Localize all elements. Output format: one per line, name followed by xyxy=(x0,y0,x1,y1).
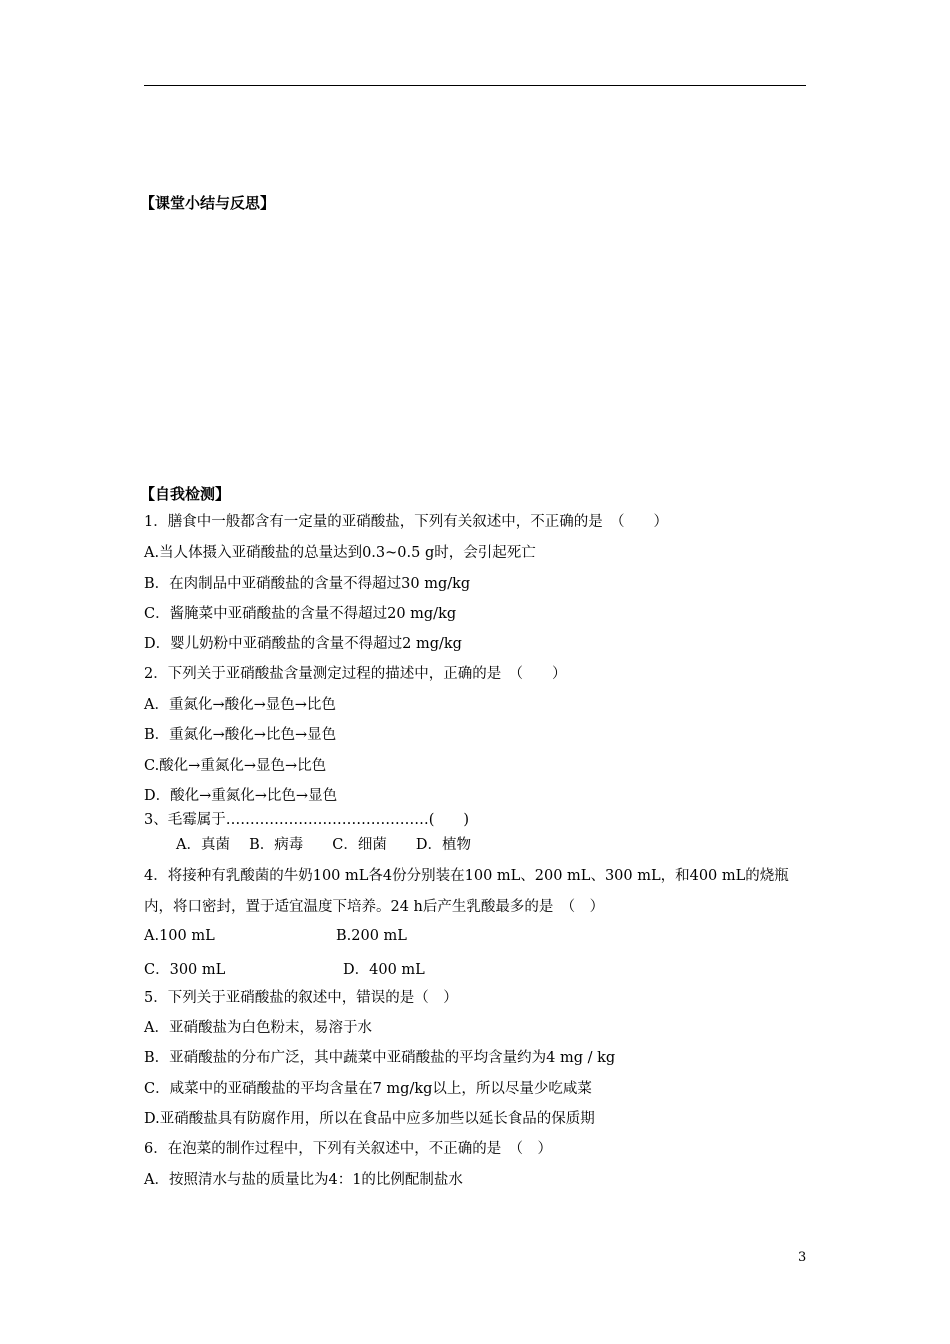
q3-options: A．真菌 B．病毒 C．细菌 D．植物 xyxy=(176,837,471,853)
q2-option-b: B．重氮化→酸化→比色→显色 xyxy=(144,727,337,743)
q5-option-d: D.亚硝酸盐具有防腐作用，所以在食品中应多加些以延长食品的保质期 xyxy=(144,1111,595,1127)
q1-stem: 1．膳食中一般都含有一定量的亚硝酸盐，下列有关叙述中，不正确的是 （ ） xyxy=(144,514,668,530)
q4-stem: 4．将接种有乳酸菌的牛奶100 mL各4份分别装在100 mL、200 mL、300 mL，和400 mL的烧瓶内，将口密封，置于适宜温度下培养。24 h后产生乳酸最多的是 （ ） xyxy=(144,868,789,915)
q5-option-a: A．亚硝酸盐为白色粉末，易溶于水 xyxy=(144,1020,372,1036)
summary-heading: 【课堂小结与反思】 xyxy=(140,194,276,212)
q5-stem: 5．下列关于亚硝酸盐的叙述中，错误的是（ ） xyxy=(144,990,458,1006)
q1-option-c: C．酱腌菜中亚硝酸盐的含量不得超过20 mg/kg xyxy=(144,606,457,622)
q5-option-b: B．亚硝酸盐的分布广泛，其中蔬菜中亚硝酸盐的平均含量约为4 mg / kg xyxy=(144,1050,616,1066)
q4-option-c: C．300 mL xyxy=(144,962,226,978)
q2-option-d: D．酸化→重氮化→比色→显色 xyxy=(144,788,338,804)
q2-stem: 2．下列关于亚硝酸盐含量测定过程的描述中，正确的是 （ ） xyxy=(144,666,567,682)
header-rule xyxy=(144,85,806,86)
q5-option-c: C．咸菜中的亚硝酸盐的平均含量在7 mg/kg以上，所以尽量少吃咸菜 xyxy=(144,1081,592,1097)
q4-option-d: D．400 mL xyxy=(343,962,425,978)
q6-stem: 6．在泡菜的制作过程中，下列有关叙述中，不正确的是 （ ） xyxy=(144,1141,552,1157)
q6-option-a: A．按照清水与盐的质量比为4：1的比例配制盐水 xyxy=(144,1172,463,1188)
q3-stem: 3、毛霉属于……………………………………( ) xyxy=(144,812,470,828)
page-number: 3 xyxy=(798,1250,807,1265)
q4-option-b: B.200 mL xyxy=(336,928,407,944)
q2-option-c: C.酸化→重氮化→显色→比色 xyxy=(144,758,327,774)
q1-option-d: D．婴儿奶粉中亚硝酸盐的含量不得超过2 mg/kg xyxy=(144,636,462,652)
q1-option-b: B．在肉制品中亚硝酸盐的含量不得超过30 mg/kg xyxy=(144,576,471,592)
q4-option-a: A.100 mL xyxy=(144,928,215,944)
q1-option-a: A.当人体摄入亚硝酸盐的总量达到0.3~0.5 g时，会引起死亡 xyxy=(144,545,536,561)
q2-option-a: A．重氮化→酸化→显色→比色 xyxy=(144,697,336,713)
self-test-heading: 【自我检测】 xyxy=(140,485,231,503)
